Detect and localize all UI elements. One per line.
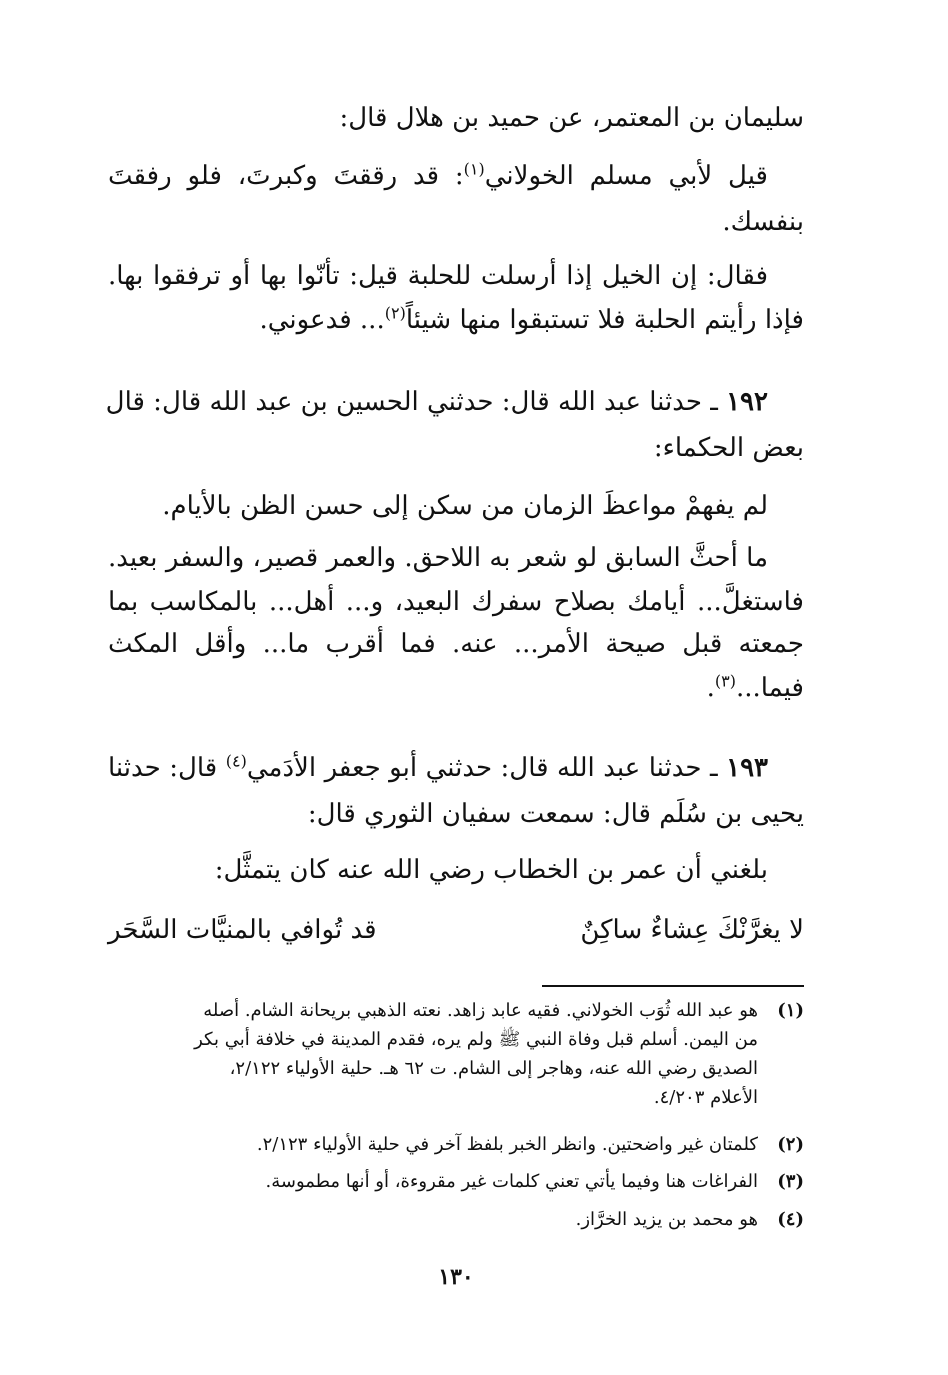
entry-192-heading bbox=[105, 384, 804, 420]
text-line: بنفسك. bbox=[722, 207, 804, 237]
entry-number: ١٩٢ bbox=[726, 387, 768, 417]
footnote-line: الصديق رضي الله عنه، وهاجر إلى الشام. ت ٦٢ هـ. حلية الأولياء ٢/١٢٢، bbox=[229, 1058, 758, 1079]
footnote-divider bbox=[542, 985, 804, 987]
footnote-4 bbox=[108, 1205, 804, 1235]
text-line bbox=[108, 670, 804, 706]
text-segment: فإذا رأيتم الحلبة فلا تستبقوا منها شيئاً bbox=[405, 305, 804, 335]
quote-line: بلغني أن عمر بن الخطاب رضي الله عنه كان يتمثَّل: bbox=[214, 855, 768, 885]
footnote-3 bbox=[108, 1167, 804, 1197]
text-segment: فيما... bbox=[735, 673, 804, 703]
text-segment: ـ حدثنا عبد الله قال: حدثني أبو جعفر الأدَمي bbox=[246, 753, 718, 783]
text-segment: قال: حدثنا bbox=[108, 753, 218, 783]
text-line bbox=[108, 302, 804, 338]
footnote-marker: (٣) bbox=[777, 1171, 804, 1192]
text-segment: : قد رققتَ وكبرتَ، فلو رفقتَ bbox=[108, 161, 464, 191]
footnote-text: هو محمد بن يزيد الخرَّاز. bbox=[575, 1209, 758, 1230]
footnote-text: الفراغات هنا وفيما يأتي تعني كلمات غير مقروءة، أو أنها مطموسة. bbox=[265, 1171, 758, 1192]
text-line: فاستغلَّ... أيامك بصلاح سفرك البعيد، و... أهل... بالمكاسب بما bbox=[108, 587, 804, 617]
footnote-line: الأعلام ٤/٢٠٣. bbox=[653, 1087, 758, 1108]
page-number: ١٣٠ bbox=[438, 1264, 474, 1290]
quote-line: لم يفهمْ مواعظَ الزمان من سكن إلى حسن الظن بالأيام. bbox=[162, 491, 768, 521]
footnote-text: هو عبد الله ثُوَب الخولاني. فقيه عابد زاهد. نعته الذهبي بريحانة الشام. أصله bbox=[203, 1000, 758, 1021]
book-page bbox=[105, 0, 804, 1375]
footnote-ref[interactable]: (١) bbox=[463, 159, 485, 179]
text-segment: قيل لأبي مسلم الخولاني bbox=[484, 161, 768, 191]
footnote-1 bbox=[108, 996, 804, 1026]
text-segment: ... فدعوني. bbox=[259, 305, 385, 335]
footnote-marker: (٢) bbox=[777, 1134, 804, 1155]
text-segment: ـ حدثنا عبد الله قال: حدثني الحسين بن عبد الله قال: قال bbox=[105, 387, 718, 417]
poem-verse bbox=[108, 912, 804, 948]
entry-number: ١٩٣ bbox=[726, 753, 769, 783]
verse-second-hemistich: قد تُوافي بالمنيَّات السَّحَر bbox=[108, 915, 377, 945]
verse-first-hemistich: لا يغرَّنْكَ عِشاءٌ ساكِنٌ bbox=[580, 915, 804, 945]
footnote-ref[interactable]: (٢) bbox=[384, 303, 406, 323]
footnote-2 bbox=[108, 1130, 804, 1160]
text-line: جمعته قبل صيحة الأمر... عنه. فما أقرب ما... وأقل المكث bbox=[108, 629, 804, 659]
text-line: يحيى بن سُلَم قال: سمعت سفيان الثوري قال: bbox=[307, 799, 804, 829]
text-line bbox=[108, 158, 804, 194]
text-line: ما أحثَّ السابق لو شعر به اللاحق. والعمر قصير، والسفر بعيد. bbox=[108, 543, 768, 573]
footnote-line: من اليمن. أسلم قبل وفاة النبي ﷺ ولم يره، فقدم المدينة في خلافة أبي بكر bbox=[194, 1029, 758, 1050]
text-segment: . bbox=[706, 673, 715, 703]
entry-193-heading bbox=[108, 750, 804, 786]
footnote-ref[interactable]: (٣) bbox=[714, 671, 736, 691]
text-line: فقال: إن الخيل إذا أرسلت للحلبة قيل: تأنّوا بها أو ترفقوا بها. bbox=[108, 261, 768, 291]
text-line: سليمان بن المعتمر، عن حميد بن هلال قال: bbox=[339, 103, 804, 133]
footnote-ref[interactable]: (٤) bbox=[225, 751, 247, 771]
text-line: بعض الحكماء: bbox=[653, 433, 804, 463]
footnote-marker: (١) bbox=[777, 1000, 804, 1021]
footnote-marker: (٤) bbox=[777, 1209, 804, 1230]
footnote-text: كلمتان غير واضحتين. وانظر الخبر بلفظ آخر في حلية الأولياء ٢/١٢٣. bbox=[256, 1134, 758, 1155]
